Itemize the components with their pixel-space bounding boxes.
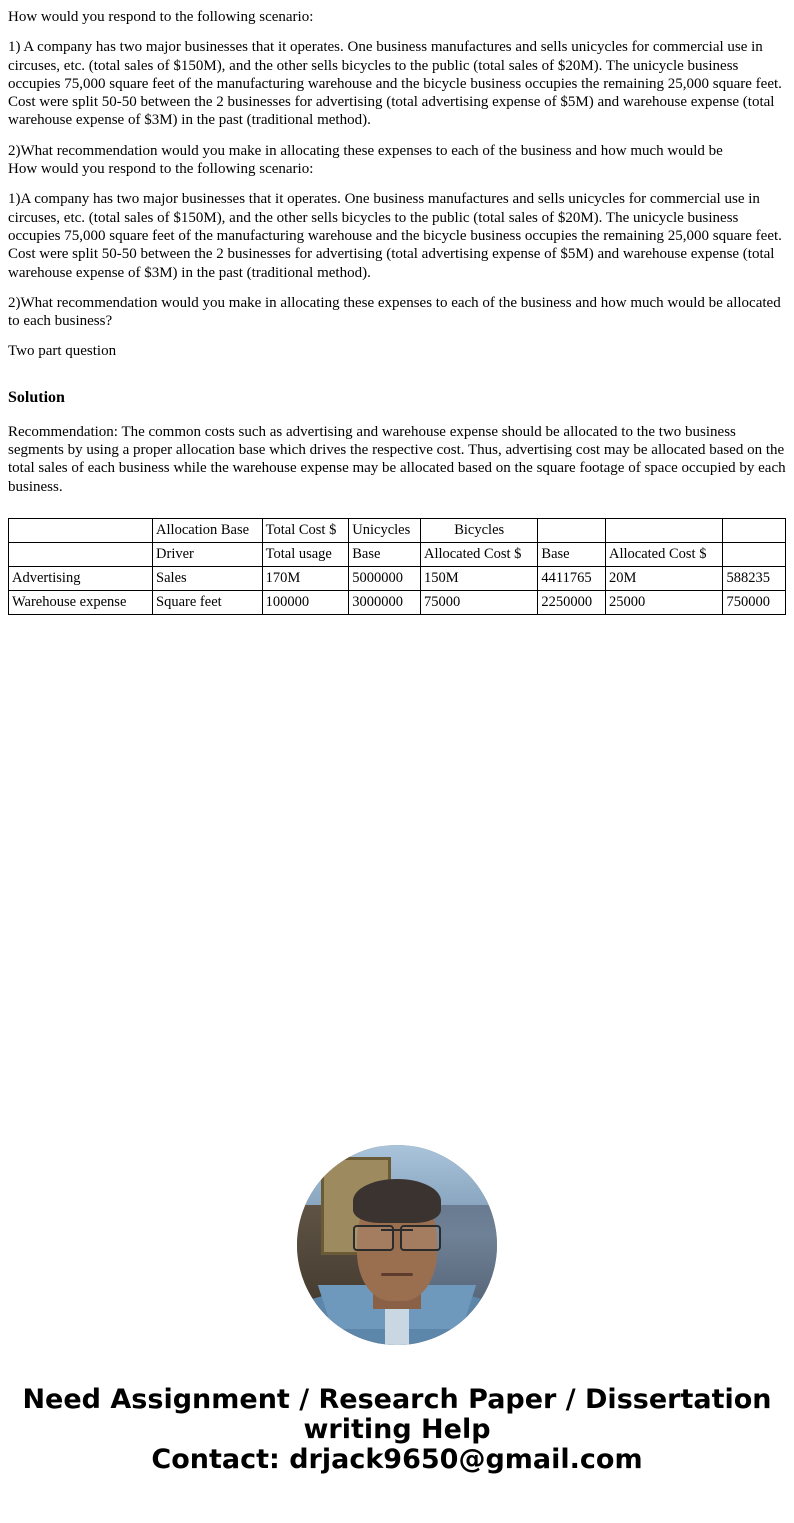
table-header-row-1	[9, 518, 786, 542]
cell-advertising-total-usage: 170M	[262, 566, 349, 590]
question-block-first	[8, 8, 786, 160]
avatar-mouth	[381, 1273, 413, 1276]
header-cell-allocation-base: Allocation Base	[153, 518, 263, 542]
subheader-cell-base-bicycles: Base	[538, 542, 606, 566]
cell-advertising-bicycle-base: 20M	[606, 566, 723, 590]
question-1-first: 1) A company has two major businesses that it operates. One business manufactures and sells unicycles for commercial use in circuses, etc. (total sales of $150M), and the other sells bicycles to the public (total sales of $20M). The unicycle business occupies 75,000 square feet of the manufacturing warehouse and the bicycle business occupies the remaining 25,000 square feet. Cost were split 50-50 between the 2 businesses for advertising (total advertising expense of $5M) and warehouse expense (total warehouse expense of $3M) in the past (traditional method).	[8, 39, 782, 129]
intro-line-1: How would you respond to the following scenario:	[8, 9, 314, 25]
question-block-second	[8, 160, 786, 361]
allocation-table	[8, 518, 786, 615]
header-cell-spacer-1	[538, 518, 606, 542]
question-2-second: 2)What recommendation would you make in allocating these expenses to each of the business and how much would be allocated to each business?	[8, 294, 781, 330]
cell-advertising-unicycle-base: 150M	[420, 566, 537, 590]
header-cell-unicycles: Unicycles	[349, 518, 421, 542]
cell-advertising-bicycle-allocated: 588235	[723, 566, 786, 590]
header-cell-bicycles: Bicycles	[420, 518, 537, 542]
cell-warehouse-total-usage: 100000	[262, 590, 349, 614]
table-header-row-2	[9, 542, 786, 566]
subheader-cell-spacer	[723, 542, 786, 566]
cell-warehouse-bicycle-base: 25000	[606, 590, 723, 614]
cell-warehouse-unicycle-base: 75000	[420, 590, 537, 614]
row-label-advertising: Advertising	[9, 566, 153, 590]
two-part-note: Two part question	[8, 343, 117, 360]
table-row	[9, 566, 786, 590]
header-cell-empty	[9, 518, 153, 542]
subheader-cell-allocated-cost-bicycles: Allocated Cost $	[606, 542, 723, 566]
subheader-cell-empty	[9, 542, 153, 566]
footer-contact	[8, 1385, 786, 1476]
avatar-hair	[353, 1179, 441, 1223]
subheader-cell-allocated-cost-unicycles: Allocated Cost $	[420, 542, 537, 566]
header-cell-spacer-3	[723, 518, 786, 542]
row-label-warehouse: Warehouse expense	[9, 590, 153, 614]
cell-warehouse-unicycle-allocated: 2250000	[538, 590, 606, 614]
intro-line-2: How would you respond to the following scenario:	[8, 161, 314, 178]
cell-advertising-driver: Sales	[153, 566, 263, 590]
cell-warehouse-total-cost: 3000000	[349, 590, 421, 614]
subheader-cell-base-unicycles: Base	[349, 542, 421, 566]
header-cell-total-cost: Total Cost $	[262, 518, 349, 542]
header-cell-spacer-2	[606, 518, 723, 542]
footer-line-1: Need Assignment / Research Paper / Dissertation	[22, 1384, 772, 1415]
cell-advertising-unicycle-allocated: 4411765	[538, 566, 606, 590]
question-2-first: 2)What recommendation would you make in allocating these expenses to each of the business and how much would be	[8, 142, 723, 159]
avatar	[297, 1145, 497, 1345]
recommendation-text: Recommendation: The common costs such as advertising and warehouse expense should be allocated to the two business segments by using a proper allocation base which drives the respective cost. Thus, advertising cost may be allocated based on the total sales of each business while the warehouse expense may be allocated based on the square footage of space occupied by each business.	[8, 423, 786, 495]
cell-advertising-total-cost: 5000000	[349, 566, 421, 590]
subheader-cell-driver: Driver	[153, 542, 263, 566]
footer-line-2: writing Help	[303, 1414, 491, 1446]
cell-warehouse-bicycle-allocated: 750000	[723, 590, 786, 614]
author-photo-container	[8, 1145, 786, 1345]
footer-line-3: Contact: drjack9650@gmail.com	[151, 1444, 643, 1476]
subheader-cell-total-usage: Total usage	[262, 542, 349, 566]
question-1-second: 1)A company has two major businesses that it operates. One business manufactures and sells unicycles for commercial use in circuses, etc. (total sales of $150M), and the other sells bicycles to the public (total sales of $20M). The unicycle business occupies 75,000 square feet of the manufacturing warehouse and the bicycle business occupies the remaining 25,000 square feet. Cost were split 50-50 between the 2 businesses for advertising (total advertising expense of $5M) and warehouse expense (total warehouse expense of $3M) in the past (traditional method).	[8, 191, 782, 281]
paragraph-spacer	[8, 178, 786, 190]
table-row	[9, 590, 786, 614]
solution-heading: Solution	[8, 388, 65, 406]
avatar-glasses-bridge	[381, 1229, 413, 1231]
cell-warehouse-driver: Square feet	[153, 590, 263, 614]
